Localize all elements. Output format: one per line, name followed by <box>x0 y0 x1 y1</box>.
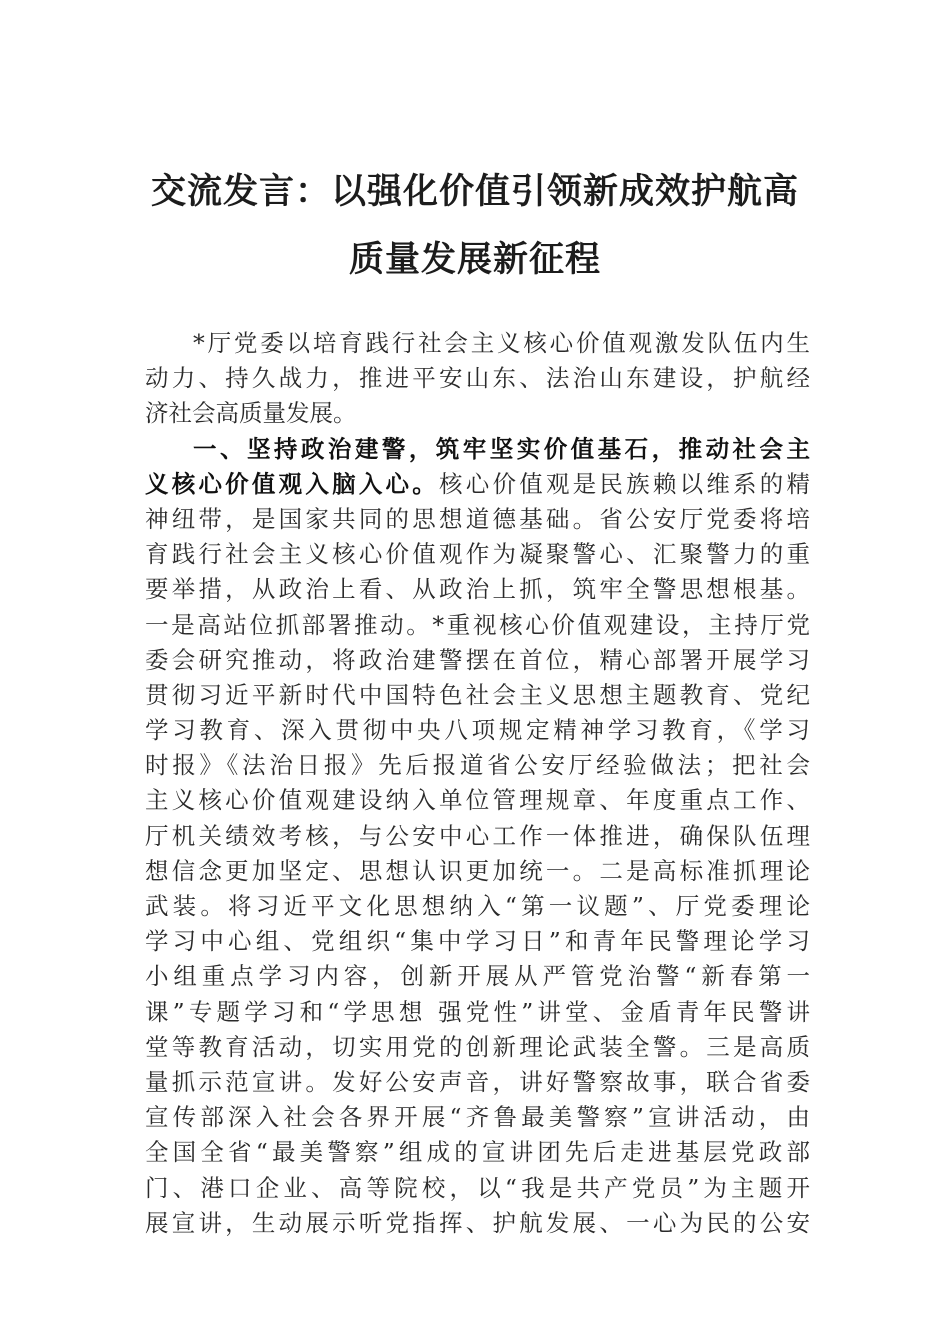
document-title-line-2: 质量发展新征程 <box>348 239 601 280</box>
text-line: 贯彻习近平新时代中国特色社会主义思想主题教育、党纪 <box>145 680 810 709</box>
text-line: 要举措，从政治上看、从政治上抓，筑牢全警思想根基。 <box>145 575 810 604</box>
text-line: 宣传部深入社会各界开展“齐鲁最美警察”宣讲活动，由 <box>145 1103 810 1132</box>
text-line <box>145 467 810 502</box>
text-line: 想信念更加坚定、思想认识更加统一。二是高标准抓理论 <box>145 856 810 885</box>
section-heading-tail: 义核心价值观入脑入心。 <box>145 469 440 498</box>
text-line: 门、港口企业、高等院校，以“我是共产党员”为主题开 <box>145 1173 810 1202</box>
text-line: 济社会高质量发展。 <box>145 399 357 428</box>
paragraph-intro <box>145 326 810 432</box>
text-fragment: 核心价值观是民族赖以维系的精 <box>439 469 811 498</box>
section-heading-line: 一、坚持政治建警，筑牢坚实价值基石，推动社会主 <box>193 434 810 463</box>
document-body <box>145 326 810 1241</box>
text-line: 学习教育、深入贯彻中央八项规定精神学习教育，《学习 <box>145 716 810 745</box>
text-line: 一是高站位抓部署推动。*重视核心价值观建设，主持厅党 <box>145 610 810 639</box>
text-line: 主义核心价值观建设纳入单位管理规章、年度重点工作、 <box>145 786 810 815</box>
text-line: 学习中心组、党组织“集中学习日”和青年民警理论学习 <box>145 927 810 956</box>
text-line: 育践行社会主义核心价值观作为凝聚警心、汇聚警力的重 <box>145 540 810 569</box>
text-line: 堂等教育活动，切实用党的创新理论武装全警。三是高质 <box>145 1032 810 1061</box>
text-line: 厅机关绩效考核，与公安中心工作一体推进，确保队伍理 <box>145 821 810 850</box>
text-line: *厅党委以培育践行社会主义核心价值观激发队伍内生 <box>193 329 810 357</box>
text-line: 时报》《法治日报》先后报道省公安厅经验做法；把社会 <box>145 751 810 780</box>
text-line: 课”专题学习和“学思想 强党性”讲堂、金盾青年民警讲 <box>145 997 810 1026</box>
document-title-line-1: 交流发言：以强化价值引领新成效护航高 <box>150 171 799 212</box>
text-line: 量抓示范宣讲。发好公安声音，讲好警察故事，联合省委 <box>145 1067 810 1096</box>
text-line: 小组重点学习内容，创新开展从严管党治警“新春第一 <box>145 962 810 991</box>
text-line: 武装。将习近平文化思想纳入“第一议题”、厅党委理论 <box>145 892 810 920</box>
paragraph-section-one <box>145 432 810 1241</box>
text-line: 全国全省“最美警察”组成的宣讲团先后走进基层党政部 <box>145 1138 810 1167</box>
text-line: 神纽带，是国家共同的思想道德基础。省公安厅党委将培 <box>145 504 810 533</box>
text-line: 展宣讲，生动展示听党指挥、护航发展、一心为民的公安 <box>145 1208 810 1237</box>
text-line: 委会研究推动，将政治建警摆在首位，精心部署开展学习 <box>145 645 810 674</box>
text-line: 动力、持久战力，推进平安山东、法治山东建设，护航经 <box>145 364 810 393</box>
